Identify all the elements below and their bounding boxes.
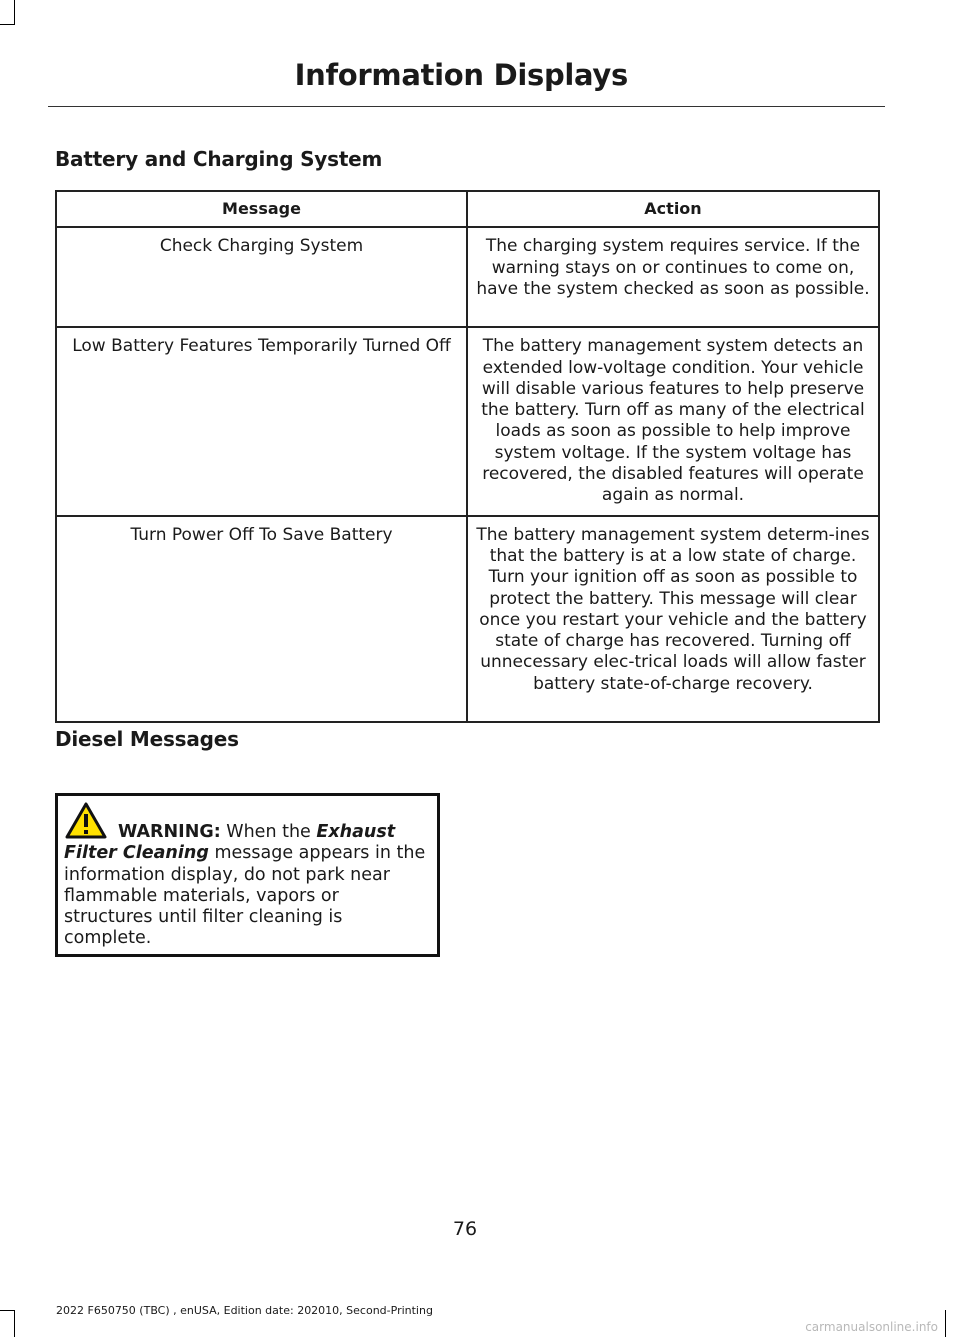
warning-label: WARNING: — [118, 822, 221, 842]
crop-mark — [14, 1310, 15, 1337]
message-cell: Low Battery Features Temporarily Turned Off — [56, 327, 467, 515]
crop-mark — [0, 1310, 15, 1311]
watermark: carmanualsonline.info — [805, 1320, 938, 1334]
crop-mark — [945, 1310, 946, 1337]
crop-mark — [0, 24, 15, 25]
action-cell: The battery management system detects an extended low-voltage condition. Your vehicle will disable various features to help preserve the battery. Turn off as many of the electrical loads as soon as possible to help improve system voltage. If the system voltage has recovered, the disabled features will operate again as normal. — [467, 327, 879, 515]
warning-emphasis: Exhaust Filter Cleaning — [64, 822, 396, 864]
warning-text-after: message appears in the information display, do not park near flammable materials, vapors or structures until filter cleaning is complete. — [64, 843, 426, 949]
table-header-row — [56, 191, 879, 227]
message-cell: Check Charging System — [56, 227, 467, 327]
warning-text-before: When the — [226, 822, 311, 842]
page-title: Information Displays — [294, 58, 628, 92]
action-cell: The charging system requires service. If the warning stays on or continues to come on, have the system checked as soon as possible. — [467, 227, 879, 327]
header-divider — [48, 106, 885, 107]
battery-messages-table — [55, 190, 880, 723]
crop-mark — [14, 0, 15, 24]
table-row — [56, 327, 879, 515]
column-header-message: Message — [56, 191, 467, 227]
diesel-section-heading: Diesel Messages — [55, 727, 239, 751]
table-row — [56, 516, 879, 722]
column-header-action: Action — [467, 191, 879, 227]
action-cell: The battery management system determ-ines that the battery is at a low state of charge. Turn your ignition off as soon as possible to protect the battery. This message will clear once you restart your vehicle and the battery state of charge has recovered. Turning off unnecessary elec-trical loads will allow faster battery state-of-charge recovery. — [467, 516, 879, 722]
table-row — [56, 227, 879, 327]
warning-box — [55, 793, 440, 957]
page-number: 76 — [452, 1218, 478, 1240]
battery-section-heading: Battery and Charging System — [55, 147, 383, 171]
edition-footer: 2022 F650750 (TBC) , enUSA, Edition date: 202010, Second-Printing — [56, 1304, 433, 1317]
warning-triangle-icon — [65, 802, 107, 840]
message-cell: Turn Power Off To Save Battery — [56, 516, 467, 722]
